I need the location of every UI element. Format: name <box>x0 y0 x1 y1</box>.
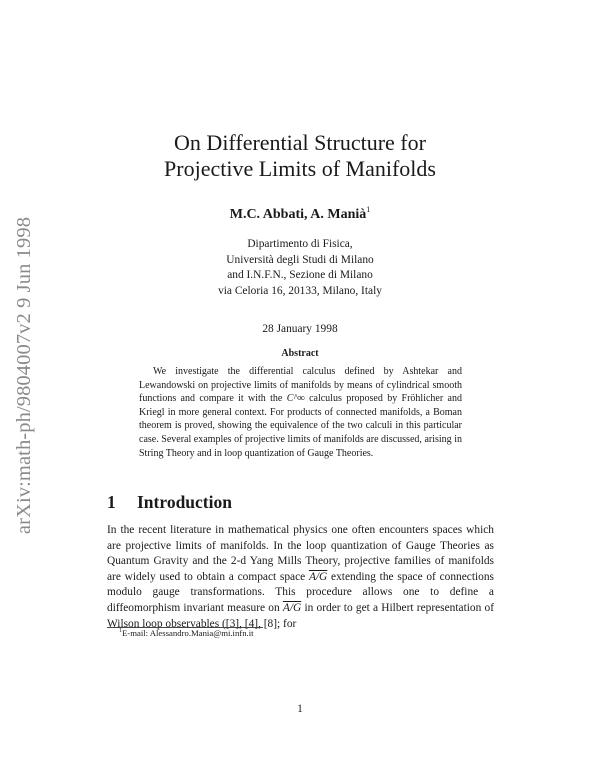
abstract-heading: Abstract <box>281 348 319 359</box>
abstract-text-a: We investigate the differential calculus defined by Ashtekar and Lewandowski on projective limits of manifolds by means of cylindrical smooth functions and compare it with the <box>139 366 462 405</box>
paper-title <box>0 130 600 182</box>
date: 28 January 1998 <box>262 323 338 335</box>
affiliation-line-1: Dipartimento di Fisica, <box>247 238 353 250</box>
arxiv-identifier: arXiv:math-ph/9804007v2 9 Jun 1998 <box>13 216 36 534</box>
section-title: Introduction <box>137 492 232 512</box>
intro-text-1: In the recent literature in mathematical physics one often encounters spaces which are projective limits of manifolds. In the loop quantization of Gauge Theories as Quantum Gravity and the 2-d Yang Mills Theory, projective families of manifolds are widely used to obtain a compact space <box>107 524 494 583</box>
footnote-mark: 1 <box>119 628 122 634</box>
c-infinity-symbol: C^∞ <box>286 393 305 405</box>
title-line-1: On Differential Structure for <box>174 130 426 155</box>
authors <box>0 205 600 223</box>
author-footnote-mark: 1 <box>366 205 371 214</box>
affiliation-line-2: Università degli Studi di Milano <box>226 253 374 266</box>
affiliation-line-4: via Celoria 16, 20133, Milano, Italy <box>218 284 382 297</box>
intro-paragraph <box>107 523 494 632</box>
footnote <box>119 628 254 638</box>
abstract-text-b: calculus proposed by Fröhlicher and Kriegl in more general context. For products of connected manifolds, a Boman theorem is proved, showing the equivalence of the two calculi in this particular case. Several examples of projective limits of manifolds are discussed, arising in String Theory and in loop quantization of Gauge Theories. <box>139 393 462 459</box>
affiliation <box>0 237 600 299</box>
abstract-body <box>139 365 462 460</box>
quotient-space-1: A/G <box>308 570 328 583</box>
author-names: M.C. Abbati, A. Manià <box>229 207 367 222</box>
page-number: 1 <box>297 703 303 715</box>
intro-text-2: extending the space of connections modulo gauge transformations. This procedure allows one to define a diffeomorphism invariant measure on <box>107 570 494 614</box>
title-line-2: Projective Limits of Manifolds <box>164 156 436 181</box>
quotient-space-2: A/G <box>282 601 302 614</box>
intro-text-3: in order to get a Hilbert representation of Wilson loop observables ([3], [4], [8]; for <box>107 601 494 630</box>
affiliation-line-3: and I.N.F.N., Sezione di Milano <box>227 269 373 282</box>
footnote-email: E-mail: Alessandro.Mania@mi.infn.it <box>122 628 254 638</box>
section-heading <box>107 492 232 513</box>
section-number: 1 <box>107 492 116 512</box>
